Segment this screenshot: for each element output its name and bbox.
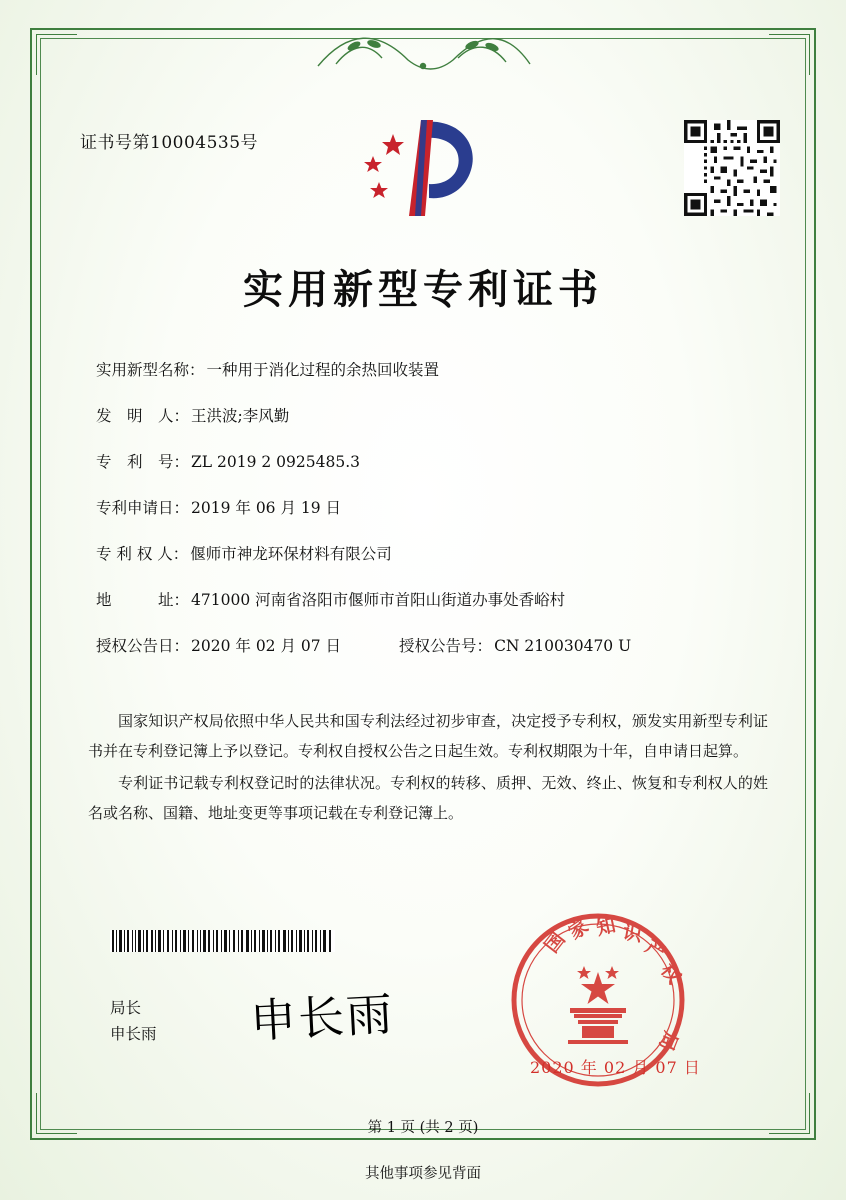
field-patent-number — [96, 450, 766, 472]
svg-text:局: 局 — [654, 1028, 682, 1054]
field-grant-announcement — [96, 634, 766, 656]
svg-text:产: 产 — [641, 935, 670, 965]
field-label: 专利申请日： — [96, 499, 190, 517]
field-inventor — [96, 404, 766, 426]
svg-text:权: 权 — [656, 959, 686, 989]
back-side-note: 其他事项参见背面 — [365, 1166, 481, 1182]
field-patentee — [96, 542, 766, 564]
legal-text — [88, 706, 768, 830]
barcode — [110, 930, 335, 952]
page-title: 实用新型专利证书 — [243, 266, 603, 313]
field-value: 王洪波;李风勤 — [191, 407, 290, 425]
field-label: 地 址： — [96, 591, 190, 609]
svg-text:知: 知 — [594, 914, 618, 940]
qr-code — [684, 120, 780, 216]
page-number: 第 1 页 (共 2 页) — [367, 1120, 479, 1136]
field-value: ZL 2019 2 0925485.3 — [191, 453, 360, 471]
grant-number-value: CN 210030470 U — [494, 637, 632, 655]
field-address — [96, 588, 766, 610]
director-name: 申长雨 — [110, 1025, 157, 1043]
field-utility-model-name — [96, 358, 766, 380]
legal-paragraph-2: 专利证书记载专利权登记时的法律状况。专利权的转移、质押、无效、终止、恢复和专利权人的姓名或名称、国籍、地址变更等事项记载在专利登记簿上。 — [88, 774, 768, 822]
legal-paragraph-1: 国家知识产权局依照中华人民共和国专利法经过初步审查，决定授予专利权，颁发实用新型专利证书并在专利登记簿上予以登记。专利权自授权公告之日起生效。专利权期限为十年，自申请日起算。 — [88, 712, 768, 760]
field-label: 实用新型名称： — [96, 361, 205, 379]
grant-date-value: 2020 年 02 月 07 日 — [191, 637, 342, 655]
field-label: 专 利 号： — [96, 453, 190, 471]
svg-text:识: 识 — [621, 921, 644, 947]
field-value: 偃师市神龙环保材料有限公司 — [190, 545, 392, 563]
grant-date-label: 授权公告日： — [96, 637, 190, 655]
field-list — [96, 358, 766, 680]
handwritten-signature: 申长雨 — [248, 986, 396, 1049]
field-value: 一种用于消化过程的余热回收装置 — [206, 361, 440, 379]
svg-text:家: 家 — [564, 915, 593, 945]
director-title: 局长 — [110, 999, 142, 1017]
svg-text:国: 国 — [540, 928, 570, 958]
field-label: 专 利 权 人： — [96, 545, 189, 563]
certificate-number: 证书号第10004535号 — [80, 133, 259, 153]
grant-number-label: 授权公告号： — [399, 637, 493, 655]
seal-date: 2020 年 02 月 07 日 — [530, 1058, 701, 1077]
signature-block — [110, 995, 157, 1047]
field-value: 2019 年 06 月 19 日 — [191, 499, 342, 517]
sipo-logo — [355, 112, 485, 222]
top-ornament — [308, 20, 538, 76]
field-value: 471000 河南省洛阳市偃师市首阳山街道办事处香峪村 — [191, 591, 566, 609]
field-label: 发 明 人： — [96, 407, 190, 425]
field-application-date — [96, 496, 766, 518]
